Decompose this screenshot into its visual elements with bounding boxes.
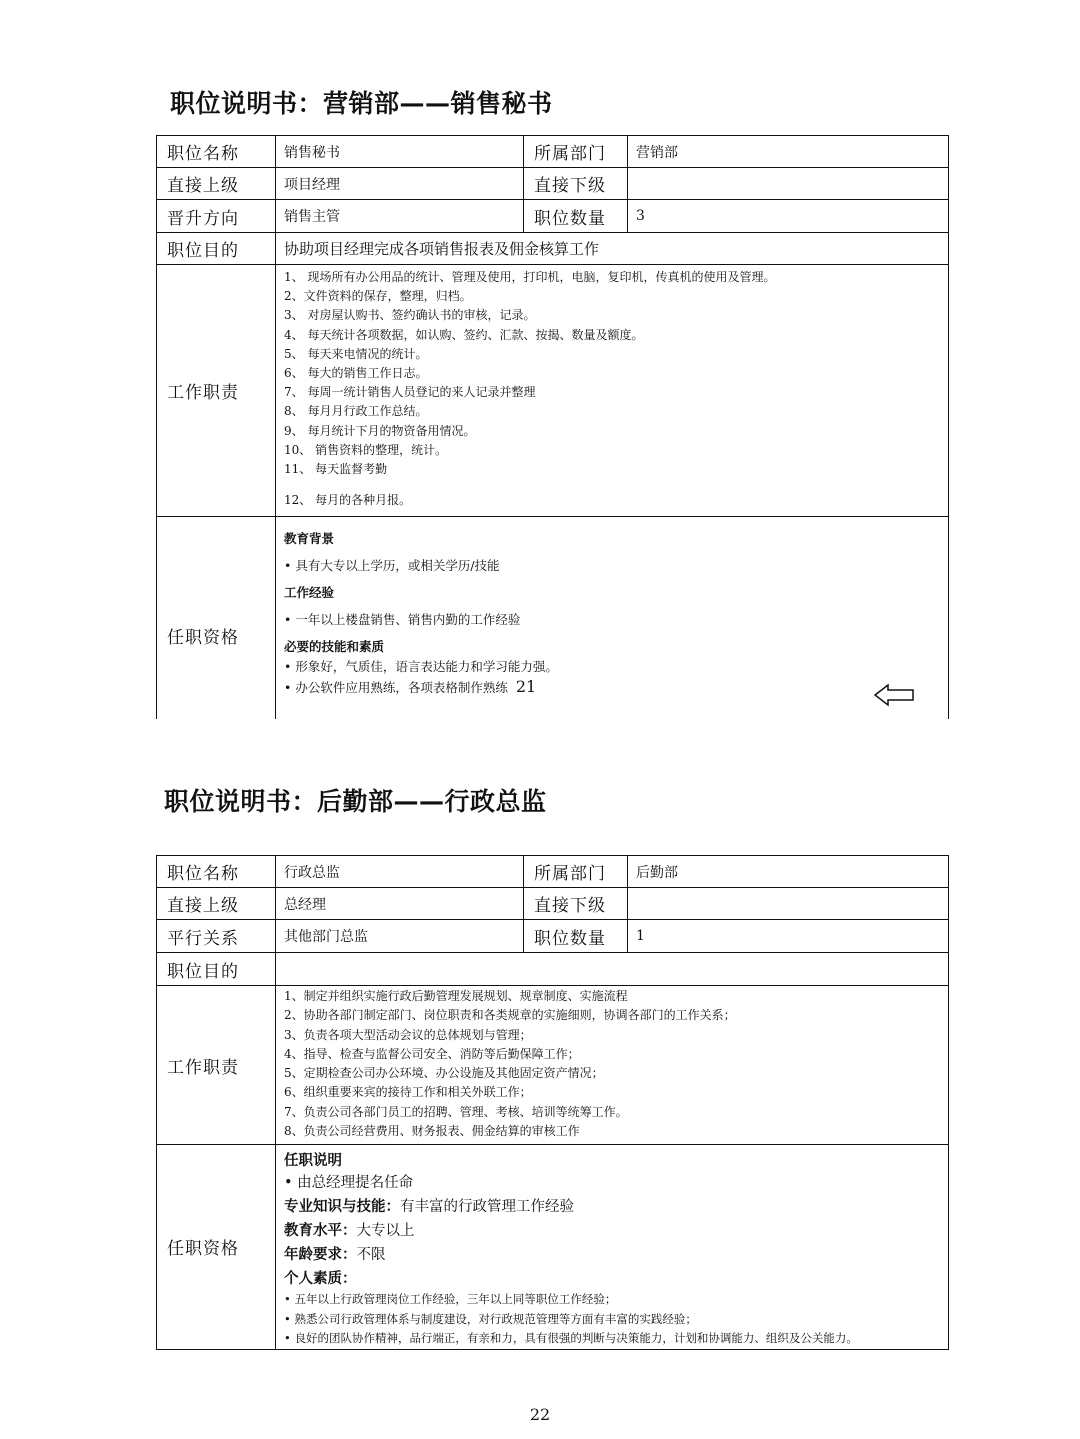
list-item: 2、文件资料的保存，整理，归档。: [284, 289, 472, 304]
table-row: [157, 265, 949, 517]
list-item: 10、 销售资料的整理，统计。: [284, 442, 448, 457]
page-title-admin-director: 职位说明书：后勤部——行政总监: [164, 787, 547, 816]
page-number: 22: [529, 1405, 551, 1424]
list-item: 1、 现场所有办公用品的统计、管理及使用，打印机，电脑，复印机，传真机的使用及管理。: [284, 270, 776, 284]
list-item: 11、 每天监督考勤: [284, 462, 388, 477]
table-row: [157, 1145, 949, 1350]
job-description-table-sales-secretary: [156, 135, 949, 719]
list-item: 4、 每天统计各项数据，如认购、签约、汇款、按揭、数量及额度。: [284, 327, 644, 342]
table-row: [157, 168, 949, 200]
age-value: 不限: [356, 1247, 386, 1263]
list-item: 7、 每周一统计销售人员登记的来人记录并整理: [284, 385, 536, 400]
value-position-name: 行政总监: [276, 856, 524, 888]
value-promotion: 销售主管: [276, 200, 524, 233]
label-qualification: 任职资格: [157, 1145, 276, 1350]
label-position-name: 职位名称: [157, 136, 276, 168]
inline-page-number: 21: [515, 677, 537, 696]
list-item: 5、 每天来电情况的统计。: [284, 346, 428, 361]
list-item: 5、定期检查公司办公环境、办公设施及其他固定资产情况；: [284, 1066, 604, 1081]
value-purpose: [276, 953, 949, 986]
value-parallel: 其他部门总监: [276, 920, 524, 953]
age-line: [284, 1243, 940, 1267]
education-label: 教育水平：: [284, 1222, 357, 1239]
list-item: • 熟悉公司行政管理体系与制度建设，对行政规范管理等方面有丰富的实践经验；: [284, 1311, 697, 1326]
appointment-heading: 任职说明: [284, 1152, 342, 1169]
list-item: 7、负责公司各部门员工的招聘、管理、考核、培训等统筹工作。: [284, 1104, 628, 1119]
list-item: 9、 每月统计下月的物资备用情况。: [284, 423, 476, 438]
table-row: [157, 888, 949, 920]
table-row: [157, 953, 949, 986]
value-headcount: 1: [628, 920, 949, 953]
label-purpose: 职位目的: [157, 953, 276, 986]
label-headcount: 职位数量: [524, 920, 628, 953]
personal-heading: 个人素质：: [284, 1270, 357, 1287]
knowledge-value: 有丰富的行政管理工作经验: [400, 1199, 574, 1215]
skills-item: • 形象好，气质佳，语言表达能力和学习能力强。: [284, 659, 558, 674]
skills-heading: 必要的技能和素质: [284, 639, 385, 654]
duties-list: [276, 265, 949, 517]
label-direct-superior: 直接上级: [157, 888, 276, 920]
label-department: 所属部门: [524, 136, 628, 168]
value-direct-superior: 项目经理: [276, 168, 524, 200]
experience-heading: 工作经验: [284, 585, 335, 600]
education-value: 大专以上: [356, 1223, 415, 1239]
value-department: 后勤部: [628, 856, 949, 888]
label-direct-superior: 直接上级: [157, 168, 276, 200]
list-item: 3、 对房屋认购书、签约确认书的审核，记录。: [284, 308, 536, 323]
table-row: [157, 856, 949, 888]
list-item: • 良好的团队协作精神，品行端正，有亲和力，具有很强的判断与决策能力，计划和协调能力、组织及公关能力。: [284, 1331, 858, 1345]
appointment-item: • 由总经理提名任命: [284, 1175, 414, 1191]
list-item: 2、协助各部门制定部门、岗位职责和各类规章的实施细则，协调各部门的工作关系；: [284, 1008, 736, 1023]
age-label: 年龄要求：: [284, 1246, 357, 1263]
knowledge-label: 专业知识与技能：: [284, 1198, 400, 1215]
value-department: 营销部: [628, 136, 949, 168]
list-item: 3、负责各项大型活动会议的总体规划与管理；: [284, 1027, 532, 1042]
label-direct-subordinate: 直接下级: [524, 888, 628, 920]
list-item: 4、指导、检查与监督公司安全、消防等后勤保障工作；: [284, 1046, 580, 1061]
qualification-cell: [276, 517, 949, 720]
table-row: [157, 233, 949, 265]
page-title-sales-secretary: 职位说明书：营销部——销售秘书: [170, 89, 553, 118]
skills-item: • 办公软件应用熟练，各项表格制作熟练 21: [284, 677, 537, 696]
qualification-cell: [276, 1145, 949, 1350]
left-arrow-icon: [874, 683, 914, 707]
experience-item: • 一年以上楼盘销售、销售内勤的工作经验: [284, 612, 521, 627]
value-direct-subordinate: [628, 888, 949, 920]
label-parallel: 平行关系: [157, 920, 276, 953]
list-item: 8、负责公司经营费用、财务报表、佣金结算的审核工作: [284, 1124, 580, 1139]
education-heading: 教育背景: [284, 531, 335, 546]
list-item: 6、组织重要来宾的接待工作和相关外联工作；: [284, 1085, 532, 1100]
job-description-table-admin-director: [156, 855, 949, 1350]
table-row: [157, 986, 949, 1145]
list-item: 1、制定并组织实施行政后勤管理发展规划、规章制度、实施流程: [284, 989, 628, 1003]
label-promotion: 晋升方向: [157, 200, 276, 233]
value-headcount: 3: [628, 200, 949, 233]
duties-list: [276, 986, 949, 1145]
label-position-name: 职位名称: [157, 856, 276, 888]
label-department: 所属部门: [524, 856, 628, 888]
list-item: 12、 每月的各种月报。: [284, 493, 412, 508]
value-direct-superior: 总经理: [276, 888, 524, 920]
knowledge-line: [284, 1195, 940, 1219]
table-row: [157, 920, 949, 953]
education-item: • 具有大专以上学历，或相关学历/技能: [284, 558, 500, 573]
label-duties: 工作职责: [157, 986, 276, 1145]
label-purpose: 职位目的: [157, 233, 276, 265]
education-line: [284, 1219, 940, 1243]
value-purpose: 协助项目经理完成各项销售报表及佣金核算工作: [276, 233, 949, 265]
list-item: 8、 每月月行政工作总结。: [284, 404, 428, 419]
list-item: • 五年以上行政管理岗位工作经验，三年以上同等职位工作经验；: [284, 1292, 617, 1306]
label-duties: 工作职责: [157, 265, 276, 517]
list-item: 6、 每大的销售工作日志。: [284, 366, 428, 381]
value-direct-subordinate: [628, 168, 949, 200]
value-position-name: 销售秘书: [276, 136, 524, 168]
label-headcount: 职位数量: [524, 200, 628, 233]
label-direct-subordinate: 直接下级: [524, 168, 628, 200]
label-qualification: 任职资格: [157, 517, 276, 720]
sheet1-clip: [0, 0, 1080, 719]
table-row: [157, 517, 949, 720]
table-row: [157, 136, 949, 168]
table-row: [157, 200, 949, 233]
